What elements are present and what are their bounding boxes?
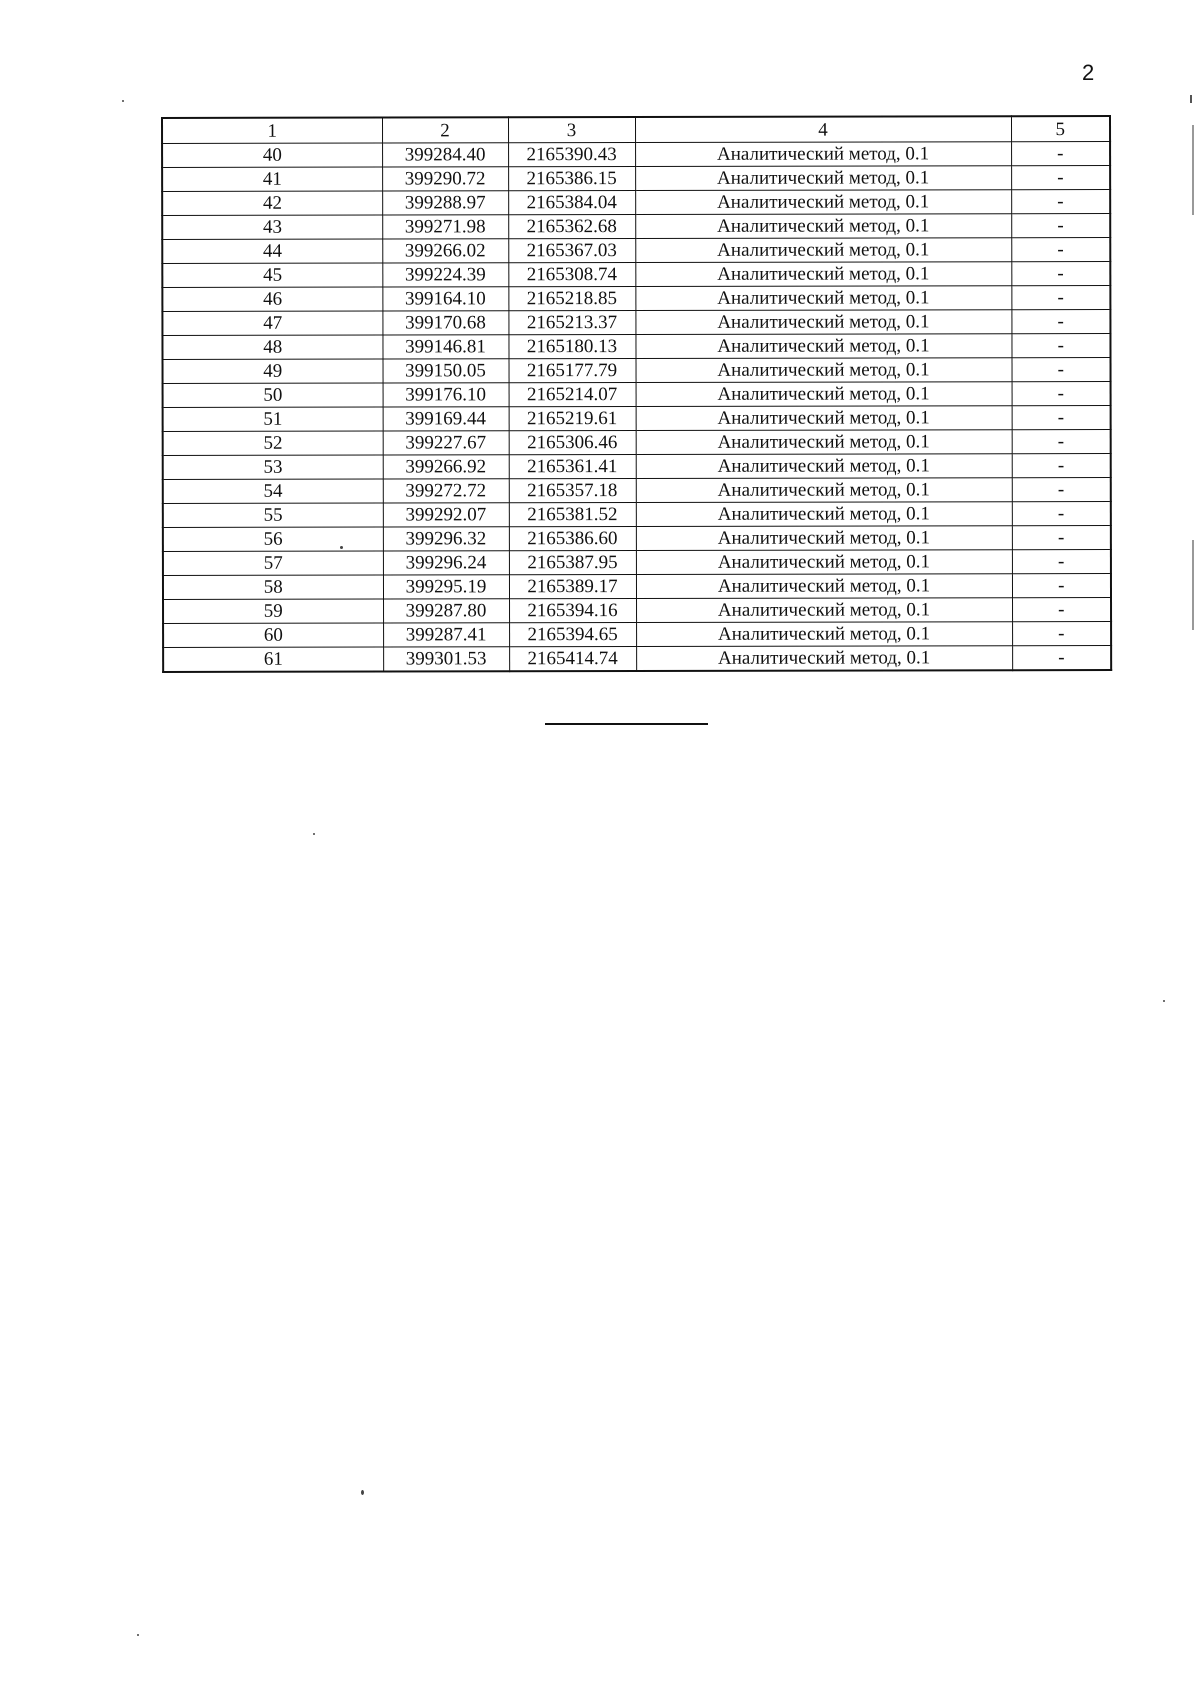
x-coordinate-cell: 399170.68 — [382, 311, 508, 335]
table-row — [163, 406, 1111, 432]
point-number-cell: 41 — [162, 167, 382, 191]
column-header-5: 5 — [1011, 116, 1110, 142]
table-row — [162, 238, 1110, 264]
table-row — [163, 646, 1111, 672]
table-row — [163, 598, 1111, 624]
method-cell: Аналитический метод, 0.1 — [636, 382, 1012, 407]
note-cell: - — [1012, 454, 1111, 478]
y-coordinate-cell: 2165180.13 — [508, 335, 635, 359]
point-number-cell: 46 — [162, 287, 382, 311]
table-row — [163, 382, 1111, 408]
note-cell: - — [1012, 358, 1111, 382]
x-coordinate-cell: 399169.44 — [383, 407, 509, 431]
table-row — [162, 286, 1110, 312]
y-coordinate-cell: 2165177.79 — [509, 359, 636, 383]
point-number-cell: 53 — [163, 455, 383, 479]
point-number-cell: 48 — [162, 335, 382, 359]
scan-speck — [122, 100, 124, 102]
point-number-cell: 47 — [162, 311, 382, 335]
note-cell: - — [1011, 214, 1110, 238]
scan-edge-mark — [1190, 95, 1192, 103]
x-coordinate-cell: 399290.72 — [382, 167, 508, 191]
y-coordinate-cell: 2165219.61 — [509, 407, 636, 431]
scan-edge-mark — [1192, 125, 1194, 215]
method-cell: Аналитический метод, 0.1 — [636, 454, 1012, 479]
column-header-4: 4 — [635, 116, 1011, 142]
y-coordinate-cell: 2165213.37 — [508, 311, 635, 335]
table-row — [163, 430, 1111, 456]
note-cell: - — [1012, 478, 1111, 502]
method-cell: Аналитический метод, 0.1 — [635, 214, 1011, 239]
point-number-cell: 42 — [162, 191, 382, 215]
point-number-cell: 60 — [163, 623, 383, 647]
scan-speck — [137, 1634, 139, 1636]
note-cell: - — [1011, 286, 1110, 310]
note-cell: - — [1011, 166, 1110, 190]
point-number-cell: 40 — [162, 143, 382, 167]
note-cell: - — [1012, 382, 1111, 406]
y-coordinate-cell: 2165386.15 — [508, 167, 635, 191]
point-number-cell: 45 — [162, 263, 382, 287]
x-coordinate-cell: 399266.02 — [382, 239, 508, 263]
note-cell: - — [1012, 646, 1111, 671]
x-coordinate-cell: 399266.92 — [383, 455, 509, 479]
y-coordinate-cell: 2165394.16 — [509, 599, 636, 623]
method-cell: Аналитический метод, 0.1 — [636, 406, 1012, 431]
note-cell: - — [1012, 430, 1111, 454]
note-cell: - — [1012, 622, 1111, 646]
x-coordinate-cell: 399227.67 — [383, 431, 509, 455]
note-cell: - — [1012, 550, 1111, 574]
x-coordinate-cell: 399164.10 — [382, 287, 508, 311]
note-cell: - — [1011, 190, 1110, 214]
coordinates-table-wrapper — [161, 115, 1110, 673]
note-cell: - — [1012, 406, 1111, 430]
y-coordinate-cell: 2165306.46 — [509, 431, 636, 455]
y-coordinate-cell: 2165357.18 — [509, 479, 636, 503]
coordinates-table — [161, 115, 1112, 673]
point-number-cell: 54 — [163, 479, 383, 503]
table-row — [162, 310, 1110, 336]
method-cell: Аналитический метод, 0.1 — [635, 166, 1011, 191]
method-cell: Аналитический метод, 0.1 — [635, 190, 1011, 215]
x-coordinate-cell: 399296.32 — [383, 527, 509, 551]
y-coordinate-cell: 2165387.95 — [509, 551, 636, 575]
method-cell: Аналитический метод, 0.1 — [636, 646, 1012, 671]
x-coordinate-cell: 399288.97 — [382, 191, 508, 215]
table-row — [162, 166, 1110, 192]
method-cell: Аналитический метод, 0.1 — [635, 262, 1011, 287]
y-coordinate-cell: 2165362.68 — [508, 215, 635, 239]
y-coordinate-cell: 2165414.74 — [509, 647, 636, 672]
point-number-cell: 57 — [163, 551, 383, 575]
x-coordinate-cell: 399295.19 — [383, 575, 509, 599]
column-header-3: 3 — [508, 117, 635, 143]
note-cell: - — [1011, 334, 1110, 358]
y-coordinate-cell: 2165389.17 — [509, 575, 636, 599]
y-coordinate-cell: 2165390.43 — [508, 143, 635, 167]
y-coordinate-cell: 2165308.74 — [508, 263, 635, 287]
table-row — [162, 142, 1110, 168]
x-coordinate-cell: 399287.80 — [383, 599, 509, 623]
column-header-2: 2 — [382, 117, 508, 143]
point-number-cell: 49 — [163, 359, 383, 383]
note-cell: - — [1011, 262, 1110, 286]
method-cell: Аналитический метод, 0.1 — [636, 574, 1012, 599]
page-number: 2 — [1082, 60, 1095, 85]
point-number-cell: 55 — [163, 503, 383, 527]
note-cell: - — [1012, 502, 1111, 526]
note-cell: - — [1012, 526, 1111, 550]
scan-speck — [340, 546, 343, 549]
table-row — [162, 334, 1110, 360]
x-coordinate-cell: 399272.72 — [383, 479, 509, 503]
column-header-1: 1 — [162, 118, 382, 144]
x-coordinate-cell: 399271.98 — [382, 215, 508, 239]
scan-speck — [361, 1490, 364, 1495]
method-cell: Аналитический метод, 0.1 — [635, 238, 1011, 263]
note-cell: - — [1011, 142, 1110, 166]
y-coordinate-cell: 2165386.60 — [509, 527, 636, 551]
table-body — [162, 142, 1111, 672]
method-cell: Аналитический метод, 0.1 — [636, 526, 1012, 551]
method-cell: Аналитический метод, 0.1 — [636, 598, 1012, 623]
x-coordinate-cell: 399176.10 — [383, 383, 509, 407]
table-row — [162, 262, 1110, 288]
table-row — [162, 190, 1110, 216]
y-coordinate-cell: 2165384.04 — [508, 191, 635, 215]
point-number-cell: 56 — [163, 527, 383, 551]
y-coordinate-cell: 2165367.03 — [508, 239, 635, 263]
point-number-cell: 50 — [163, 383, 383, 407]
point-number-cell: 43 — [162, 215, 382, 239]
note-cell: - — [1012, 574, 1111, 598]
x-coordinate-cell: 399146.81 — [382, 335, 508, 359]
method-cell: Аналитический метод, 0.1 — [636, 358, 1012, 383]
method-cell: Аналитический метод, 0.1 — [636, 622, 1012, 647]
y-coordinate-cell: 2165214.07 — [509, 383, 636, 407]
point-number-cell: 58 — [163, 575, 383, 599]
y-coordinate-cell: 2165381.52 — [509, 503, 636, 527]
method-cell: Аналитический метод, 0.1 — [635, 334, 1011, 359]
x-coordinate-cell: 399296.24 — [383, 551, 509, 575]
table-row — [163, 550, 1111, 576]
table-row — [163, 502, 1111, 528]
method-cell: Аналитический метод, 0.1 — [635, 286, 1011, 311]
scan-speck — [1163, 1000, 1165, 1002]
point-number-cell: 51 — [163, 407, 383, 431]
method-cell: Аналитический метод, 0.1 — [636, 550, 1012, 575]
scan-edge-mark — [1192, 540, 1194, 630]
table-row — [163, 478, 1111, 504]
y-coordinate-cell: 2165361.41 — [509, 455, 636, 479]
table-row — [163, 526, 1111, 552]
table-row — [163, 574, 1111, 600]
x-coordinate-cell: 399150.05 — [383, 359, 509, 383]
point-number-cell: 61 — [163, 647, 383, 672]
x-coordinate-cell: 399287.41 — [383, 623, 509, 647]
note-cell: - — [1011, 238, 1110, 262]
method-cell: Аналитический метод, 0.1 — [636, 478, 1012, 503]
note-cell: - — [1012, 598, 1111, 622]
scan-speck — [313, 833, 315, 835]
table-row — [163, 622, 1111, 648]
note-cell: - — [1011, 310, 1110, 334]
point-number-cell: 59 — [163, 599, 383, 623]
y-coordinate-cell: 2165218.85 — [508, 287, 635, 311]
method-cell: Аналитический метод, 0.1 — [636, 502, 1012, 527]
method-cell: Аналитический метод, 0.1 — [635, 310, 1011, 335]
x-coordinate-cell: 399292.07 — [383, 503, 509, 527]
x-coordinate-cell: 399224.39 — [382, 263, 508, 287]
method-cell: Аналитический метод, 0.1 — [635, 142, 1011, 167]
table-row — [163, 454, 1111, 480]
footer-rule — [545, 723, 708, 725]
table-row — [162, 214, 1110, 240]
point-number-cell: 52 — [163, 431, 383, 455]
method-cell: Аналитический метод, 0.1 — [636, 430, 1012, 455]
point-number-cell: 44 — [162, 239, 382, 263]
y-coordinate-cell: 2165394.65 — [509, 623, 636, 647]
x-coordinate-cell: 399301.53 — [383, 647, 509, 672]
table-header-row — [162, 116, 1110, 143]
table-row — [163, 358, 1111, 384]
x-coordinate-cell: 399284.40 — [382, 143, 508, 167]
